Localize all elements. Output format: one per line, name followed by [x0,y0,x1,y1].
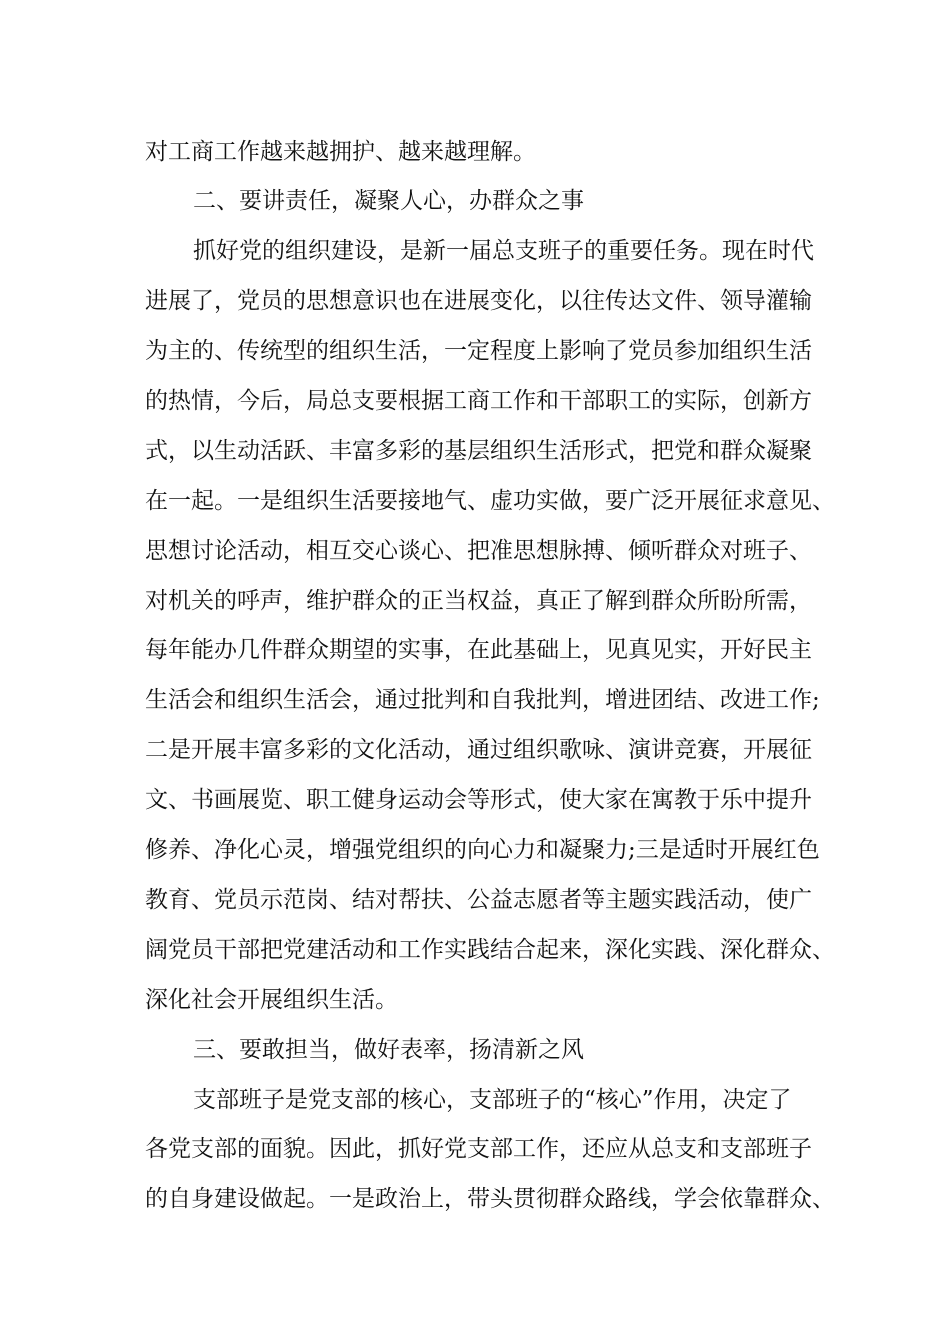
text-line: 的热情，今后，局总支要根据工商工作和干部职工的实际，创新方 [145,388,812,414]
text-line: 对工商工作越来越拥护、越来越理解。 [145,139,536,165]
text-line: 各党支部的面貌。因此，抓好党支部工作，还应从总支和支部班子 [145,1136,812,1162]
text-line: 二是开展丰富多彩的文化活动，通过组织歌咏、演讲竞赛，开展征 [145,737,812,763]
text-line: 文、书画展览、职工健身运动会等形式，使大家在寓教于乐中提升 [145,787,812,813]
text-line: 阔党员干部把党建活动和工作实践结合起来，深化实践、深化群众、 [145,937,835,963]
text-line: 教育、党员示范岗、结对帮扶、公益志愿者等主题实践活动，使广 [145,887,812,913]
text-line: 思想讨论活动，相互交心谈心、把准思想脉搏、倾听群众对班子、 [145,538,812,564]
text-line: 在一起。一是组织生活要接地气、虚功实做，要广泛开展征求意见、 [145,488,835,514]
text-line: 进展了，党员的思想意识也在进展变化，以往传达文件、领导灌输 [145,288,812,314]
text-line: 深化社会开展组织生活。 [145,987,398,1013]
text-line: 对机关的呼声，维护群众的正当权益，真正了解到群众所盼所需， [145,588,812,614]
text-line: 修养、净化心灵，增强党组织的向心力和凝聚力;三是适时开展红色 [145,837,820,863]
text-line: 式，以生动活跃、丰富多彩的基层组织生活形式，把党和群众凝聚 [145,438,812,464]
section-heading: 二、要讲责任，凝聚人心，办群众之事 [193,188,584,214]
text-line: 支部班子是党支部的核心，支部班子的“核心”作用，决定了 [193,1087,792,1113]
text-line: 每年能办几件群众期望的实事，在此基础上，见真见实，开好民主 [145,637,812,663]
text-line: 抓好党的组织建设，是新一届总支班子的重要任务。现在时代 [193,238,814,264]
text-line: 的自身建设做起。一是政治上，带头贯彻群众路线，学会依靠群众、 [145,1186,835,1212]
text-line: 为主的、传统型的组织生活，一定程度上影响了党员参加组织生活 [145,338,812,364]
section-heading: 三、要敢担当，做好表率，扬清新之风 [193,1037,584,1063]
text-line: 生活会和组织生活会，通过批判和自我批判，增进团结、改进工作; [145,687,820,713]
